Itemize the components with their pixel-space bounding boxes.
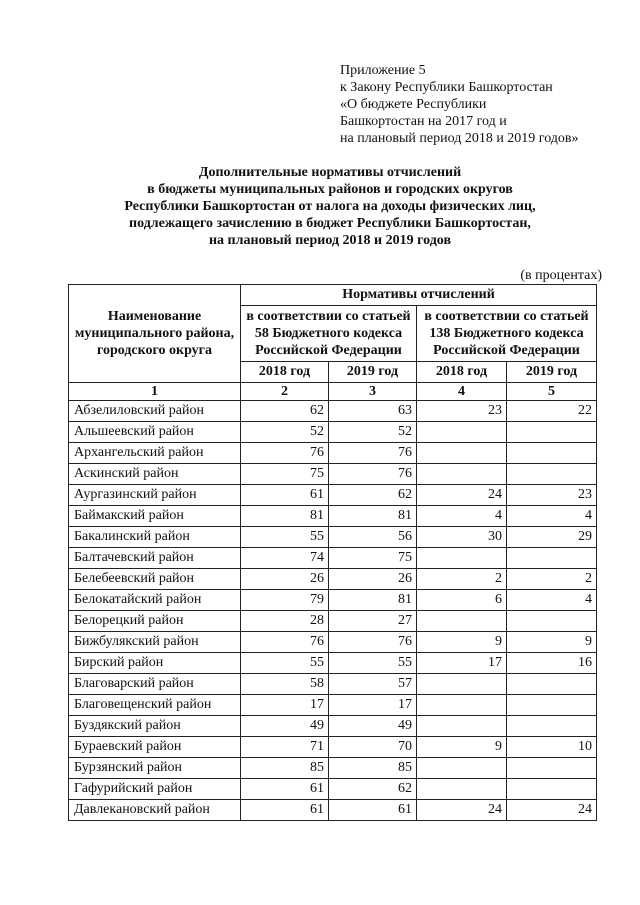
rate-value: 74 [241,548,329,569]
rate-value: 23 [417,401,507,422]
rate-value [417,779,507,800]
table-row [69,506,597,527]
rate-value: 81 [329,590,417,611]
rate-value: 30 [417,527,507,548]
rate-value: 6 [417,590,507,611]
district-name: Буздякский район [69,716,241,737]
title-line: подлежащего зачислению в бюджет Республики Башкортостан, [129,216,531,231]
rate-value: 85 [241,758,329,779]
rate-value [417,716,507,737]
table-row [69,695,597,716]
rate-value [417,422,507,443]
table-row [69,422,597,443]
rate-value: 62 [329,779,417,800]
rate-value: 26 [329,569,417,590]
rate-value: 76 [241,443,329,464]
rate-value [417,758,507,779]
table-row [69,401,597,422]
rate-value [417,674,507,695]
rate-value: 70 [329,737,417,758]
rate-value: 56 [329,527,417,548]
district-name: Бураевский район [69,737,241,758]
rate-value: 22 [507,401,597,422]
title-line: на плановый период 2018 и 2019 годов [208,233,452,248]
rate-value: 76 [329,443,417,464]
rate-value [507,695,597,716]
rate-value [507,464,597,485]
rate-value: 2 [417,569,507,590]
table-row [69,485,597,506]
rate-value: 57 [329,674,417,695]
rate-value: 26 [241,569,329,590]
appendix-line: Башкортостан на 2017 год и [340,114,507,129]
rate-value [417,464,507,485]
rate-value: 55 [329,653,417,674]
rate-value: 81 [329,506,417,527]
district-name: Благоварский район [69,674,241,695]
rate-value: 23 [507,485,597,506]
table-row [69,716,597,737]
rate-value: 16 [507,653,597,674]
rate-value: 4 [417,506,507,527]
rate-value [507,611,597,632]
table-body [69,401,597,821]
appendix-line: Приложение 5 [340,63,426,78]
rate-value: 63 [329,401,417,422]
column-number: 4 [417,383,507,401]
rate-value [507,779,597,800]
district-name: Альшеевский район [69,422,241,443]
rate-value: 61 [329,800,417,821]
district-name: Бакалинский район [69,527,241,548]
column-number: 1 [69,383,241,401]
rate-value [507,548,597,569]
column-number: 2 [241,383,329,401]
rate-value: 9 [417,632,507,653]
rate-value: 79 [241,590,329,611]
header-year: 2018 год [241,362,329,383]
rate-value: 10 [507,737,597,758]
title-line: в бюджеты муниципальных районов и городских округов [147,182,513,197]
district-name: Благовещенский район [69,695,241,716]
document-title [60,164,600,249]
rate-value: 76 [241,632,329,653]
table-row [69,569,597,590]
header-year: 2019 год [329,362,417,383]
rate-value: 9 [417,737,507,758]
rate-value [507,422,597,443]
rate-value: 4 [507,506,597,527]
rate-value: 52 [241,422,329,443]
rate-value [417,611,507,632]
rate-value: 49 [241,716,329,737]
header-year: 2019 год [507,362,597,383]
rate-value: 49 [329,716,417,737]
rate-value: 9 [507,632,597,653]
table-row [69,758,597,779]
rate-value [507,716,597,737]
rate-value: 61 [241,779,329,800]
header-name: Наименование муниципального района, городского округа [69,285,241,383]
deductions-table [68,284,597,821]
rate-value: 24 [507,800,597,821]
rate-value: 81 [241,506,329,527]
table-row [69,548,597,569]
rate-value: 29 [507,527,597,548]
table-row [69,464,597,485]
table-row [69,800,597,821]
rate-value: 75 [329,548,417,569]
rate-value: 17 [329,695,417,716]
title-line: Дополнительные нормативы отчислений [198,165,462,180]
district-name: Белокатайский район [69,590,241,611]
rate-value: 58 [241,674,329,695]
rate-value: 17 [241,695,329,716]
district-name: Белорецкий район [69,611,241,632]
appendix-block [340,62,579,147]
district-name: Баймакский район [69,506,241,527]
column-number: 5 [507,383,597,401]
table-row [69,737,597,758]
district-name: Белебеевский район [69,569,241,590]
rate-value: 62 [329,485,417,506]
rate-value: 71 [241,737,329,758]
rate-value [507,443,597,464]
header-art58: в соответствии со статьей 58 Бюджетного кодекса Российской Федерации [241,306,417,362]
district-name: Бижбулякский район [69,632,241,653]
rate-value: 52 [329,422,417,443]
table-row [69,443,597,464]
table-row [69,779,597,800]
rate-value [417,695,507,716]
district-name: Архангельский район [69,443,241,464]
rate-value [507,674,597,695]
header-art138: в соответствии со статьей 138 Бюджетного кодекса Российской Федерации [417,306,597,362]
header-group: Нормативы отчислений [241,285,597,306]
appendix-line: «О бюджете Республики [340,97,487,112]
rate-value: 4 [507,590,597,611]
district-name: Аургазинский район [69,485,241,506]
title-line: Республики Башкортостан от налога на доходы физических лиц, [124,199,536,214]
table-row [69,611,597,632]
rate-value: 76 [329,632,417,653]
district-name: Бурзянский район [69,758,241,779]
table-row [69,590,597,611]
rate-value: 61 [241,800,329,821]
appendix-line: к Закону Республики Башкортостан [340,80,553,95]
rate-value: 62 [241,401,329,422]
rate-value: 85 [329,758,417,779]
rate-value: 75 [241,464,329,485]
header-year: 2018 год [417,362,507,383]
district-name: Балтачевский район [69,548,241,569]
district-name: Давлекановский район [69,800,241,821]
rate-value: 55 [241,653,329,674]
unit-label: (в процентах) [520,268,602,283]
rate-value [417,443,507,464]
district-name: Аскинский район [69,464,241,485]
district-name: Бирский район [69,653,241,674]
rate-value [507,758,597,779]
rate-value: 2 [507,569,597,590]
rate-value [417,548,507,569]
district-name: Гафурийский район [69,779,241,800]
table-row [69,653,597,674]
rate-value: 24 [417,485,507,506]
rate-value: 76 [329,464,417,485]
rate-value: 55 [241,527,329,548]
table-row [69,632,597,653]
rate-value: 27 [329,611,417,632]
district-name: Абзелиловский район [69,401,241,422]
rate-value: 17 [417,653,507,674]
table-row [69,674,597,695]
rate-value: 28 [241,611,329,632]
table-row [69,527,597,548]
column-number: 3 [329,383,417,401]
appendix-line: на плановый период 2018 и 2019 годов» [340,131,579,146]
rate-value: 24 [417,800,507,821]
rate-value: 61 [241,485,329,506]
